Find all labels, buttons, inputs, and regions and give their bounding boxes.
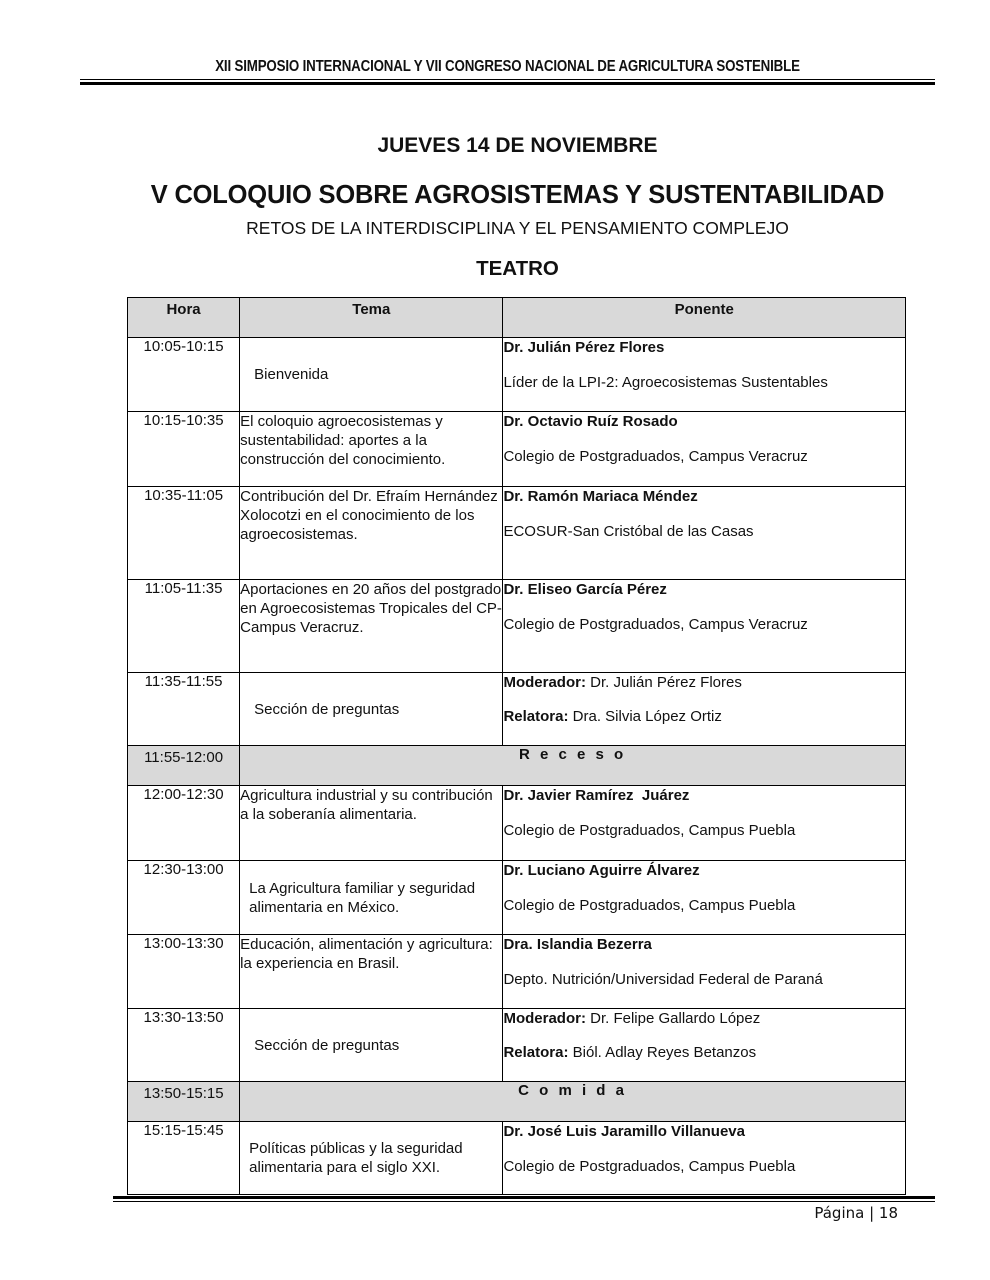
moderator-label: Moderador: [503, 1010, 586, 1027]
session-speaker [503, 412, 906, 487]
session-time: 11:35-11:55 [128, 673, 240, 746]
table-row [128, 935, 906, 1009]
session-topic: Sección de preguntas [240, 1009, 503, 1082]
footer-rule-thin [113, 1201, 935, 1202]
session-time: 10:35-11:05 [128, 487, 240, 580]
speaker-affiliation: Líder de la LPI-2: Agroecosistemas Sustentables [503, 374, 828, 391]
speaker-name: Dr. Octavio Ruíz Rosado [503, 413, 678, 430]
moderator-label: Moderador: [503, 674, 586, 691]
header-rule-thin [80, 79, 935, 80]
session-time: 11:05-11:35 [128, 580, 240, 673]
speaker-name: Dr. Ramón Mariaca Méndez [503, 488, 698, 505]
page-number: Página | 18 [814, 1204, 898, 1222]
rapporteur-line [503, 1043, 905, 1062]
table-row [128, 1122, 906, 1195]
table-row [128, 487, 906, 580]
session-time: 11:55-12:00 [128, 746, 240, 786]
speaker-affiliation: Colegio de Postgraduados, Campus Puebla [503, 822, 796, 839]
moderator-name: Dr. Julián Pérez Flores [585, 674, 742, 691]
moderator-line [503, 673, 905, 692]
session-time: 10:15-10:35 [128, 412, 240, 487]
session-moderation [503, 1009, 906, 1082]
session-speaker [503, 861, 906, 935]
footer-rule-thick [113, 1196, 935, 1199]
event-day: JUEVES 14 DE NOVIEMBRE [377, 134, 658, 157]
moderator-name: Dr. Felipe Gallardo López [585, 1010, 761, 1027]
table-row [128, 673, 906, 746]
break-row [128, 1082, 906, 1122]
speaker-affiliation: Colegio de Postgraduados, Campus Puebla [503, 897, 796, 914]
speaker-name: Dra. Islandia Bezerra [503, 936, 652, 953]
session-moderation [503, 673, 906, 746]
session-time: 13:50-15:15 [128, 1082, 240, 1122]
column-header-ponente: Ponente [503, 298, 906, 338]
session-topic: Educación, alimentación y agricultura: la experiencia en Brasil. [240, 935, 503, 1009]
session-speaker [503, 786, 906, 861]
program-table [127, 297, 906, 1195]
session-speaker [503, 935, 906, 1009]
rapporteur-label: Relatora: [503, 708, 569, 725]
speaker-affiliation: Colegio de Postgraduados, Campus Veracruz [503, 448, 808, 465]
speaker-name: Dr. Javier Ramírez Juárez [503, 787, 690, 804]
rapporteur-label: Relatora: [503, 1044, 569, 1061]
moderator-line [503, 1009, 905, 1028]
speaker-affiliation: Depto. Nutrición/Universidad Federal de Paraná [503, 971, 823, 988]
table-row [128, 786, 906, 861]
event-venue: TEATRO [476, 257, 559, 280]
speaker-name: Dr. José Luis Jaramillo Villanueva [503, 1123, 745, 1140]
speaker-name: Dr. Luciano Aguirre Álvarez [503, 862, 700, 879]
speaker-affiliation: Colegio de Postgraduados, Campus Veracruz [503, 616, 808, 633]
session-speaker [503, 580, 906, 673]
column-header-tema: Tema [240, 298, 503, 338]
rapporteur-line [503, 707, 905, 726]
table-row [128, 861, 906, 935]
table-header-row [128, 298, 906, 338]
session-time: 13:30-13:50 [128, 1009, 240, 1082]
session-topic: Bienvenida [240, 338, 503, 412]
session-time: 12:00-12:30 [128, 786, 240, 861]
session-time: 10:05-10:15 [128, 338, 240, 412]
session-topic: Agricultura industrial y su contribución a la soberanía alimentaria. [240, 786, 503, 861]
session-time: 15:15-15:45 [128, 1122, 240, 1195]
table-row [128, 338, 906, 412]
break-label: C o m i d a [240, 1082, 906, 1122]
session-topic: El coloquio agroecosistemas y sustentabilidad: aportes a la construcción del conocimiento. [240, 412, 503, 487]
table-row [128, 412, 906, 487]
speaker-name: Dr. Julián Pérez Flores [503, 339, 665, 356]
break-label: R e c e s o [240, 746, 906, 786]
rapporteur-name: Dra. Silvia López Ortiz [568, 708, 722, 725]
table-row [128, 580, 906, 673]
header-rule-thick [80, 82, 935, 85]
session-topic: Aportaciones en 20 años del postgrado en Agroecosistemas Tropicales del CP-Campus Veracruz. [240, 580, 503, 673]
column-header-hora: Hora [128, 298, 240, 338]
speaker-name: Dr. Eliseo García Pérez [503, 581, 667, 598]
event-title: V COLOQUIO SOBRE AGROSISTEMAS Y SUSTENTABILIDAD [150, 181, 885, 209]
session-topic: Contribución del Dr. Efraím Hernández Xolocotzi en el conocimiento de los agroecosistemas. [240, 487, 503, 580]
session-time: 12:30-13:00 [128, 861, 240, 935]
speaker-affiliation: Colegio de Postgraduados, Campus Puebla [503, 1158, 796, 1175]
rapporteur-name: Biól. Adlay Reyes Betanzos [568, 1044, 757, 1061]
running-header: XII SIMPOSIO INTERNACIONAL Y VII CONGRESO NACIONAL DE AGRICULTURA SOSTENIBLE [215, 58, 800, 75]
session-topic: La Agricultura familiar y seguridad alimentaria en México. [240, 861, 503, 935]
session-topic: Sección de preguntas [240, 673, 503, 746]
session-speaker [503, 487, 906, 580]
session-topic: Políticas públicas y la seguridad alimentaria para el siglo XXI. [240, 1122, 503, 1195]
break-row [128, 746, 906, 786]
session-speaker [503, 1122, 906, 1195]
table-row [128, 1009, 906, 1082]
speaker-affiliation: ECOSUR-San Cristóbal de las Casas [503, 523, 754, 540]
session-speaker [503, 338, 906, 412]
session-time: 13:00-13:30 [128, 935, 240, 1009]
event-subtitle: RETOS DE LA INTERDISCIPLINA Y EL PENSAMIENTO COMPLEJO [246, 218, 789, 238]
